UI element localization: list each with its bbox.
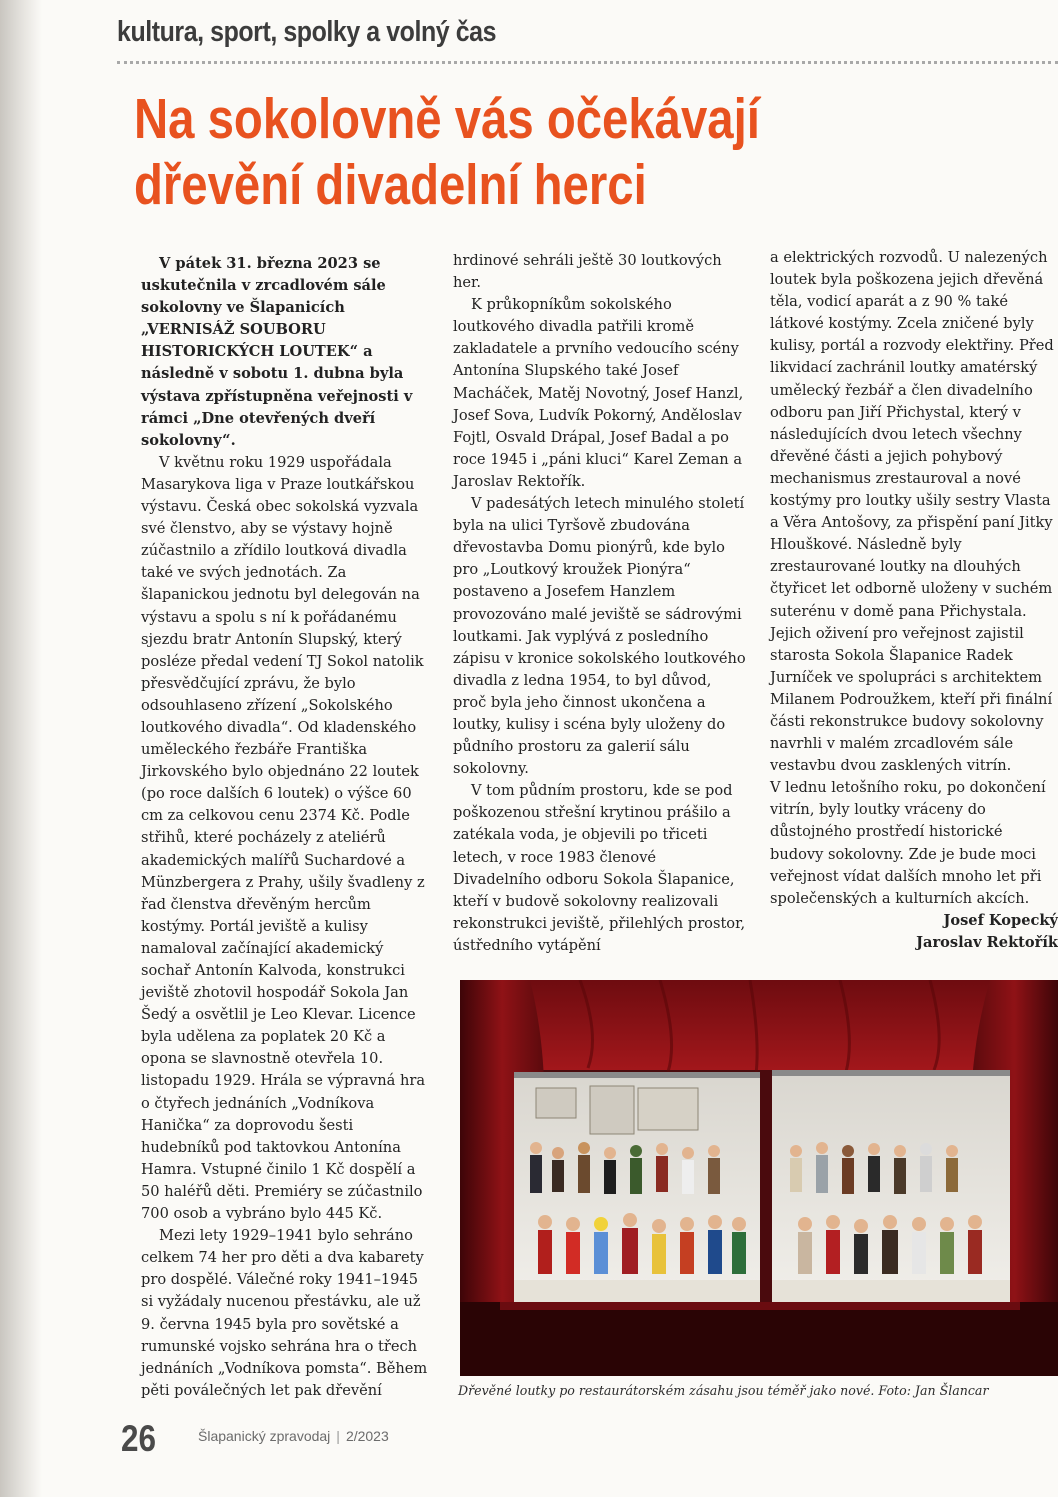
paragraph: V tom půdním prostoru, kde se pod poškozenou střešní krytinou prášilo a zatékala voda, je objevili po třiceti letech, v roce 1983 členové Divadelního odboru Sokola Šlapanice, kteří v budově sokolovny realizovali rekonstrukci jeviště, přilehlých prostor, ústředního vytápění bbox=[453, 782, 746, 954]
paragraph: V lednu letošního roku, po dokončení vitrín, byly loutky vráceny do důstojného prostředí historické budovy sokolovny. Zde je bude moci veřejnost vídat dalších mnoho let při společenských a kulturních akcích. bbox=[770, 779, 1046, 907]
publication-name: Šlapanický zpravodaj bbox=[198, 1428, 331, 1444]
headline-line-2: dřevění divadelní herci bbox=[134, 153, 647, 217]
paragraph: V květnu roku 1929 uspořádala Masarykova liga v Praze loutkářskou výstavu. Česká obec sokolská vyzvala své členstvo, aby se výstavy hojně zúčastnilo a zřídilo loutková divadla také ve svých jednotách. Za šlapanickou jednotu byl delegován na výstavu a spolu s ní k pořádanému sjezdu bratr Antonín Slupský, který posléze předal vedení TJ Sokol natolik přesvědčující zprávu, že bylo odsouhlaseno zřízení „Sokolského loutkového divadla“. Od kladenského uměleckého řezbáře Františka Jirkovského bylo objednáno 22 loutek (po roce dalších 6 loutek) o výšce 60 cm za celkovou cenu 2374 Kč. Podle střihů, které pocházely z ateliérů akademických malířů Suchardové a Münzbergera z Prahy, ušily švadleny z řad členstva dřevěným hercům kostýmy. Portál jeviště a kulisy namaloval začínající akademický sochař Antonín Kalvoda, konstrukci jeviště zhotovil hospodář Sokola Jan Šedý a osvětlil je Leo Klevar. Licence byla udělena za poplatek 20 Kč a opona se slavnostně otevřela 10. listopadu 1929. Hrála se výpravná hra o čtyřech jednáních „Vodníkova Hanička“ za doprovodu šesti hudebníků pod taktovkou Antonína Hamra. Vstupné činilo 1 Kč dospělí a 50 haléřů děti. Premiéry se zúčastnilo 700 osob a vybráno bylo 445 Kč. bbox=[141, 453, 426, 1223]
lead-paragraph: V pátek 31. března 2023 se uskutečnila v zrcadlovém sále sokolovny ve Šlapanicích „VERNISÁŽ SOUBORU HISTORICKÝCH LOUTEK“ a následně v sobotu 1. dubna byla výstava zpřístupněna veřejnosti v rámci „Dne otevřených dveří sokolovny“. bbox=[141, 255, 413, 449]
article-headline bbox=[134, 86, 760, 218]
page-edge-shadow bbox=[0, 0, 42, 1497]
puppet-display-photo bbox=[460, 980, 1058, 1376]
paragraph: K průkopníkům sokolského loutkového divadla patřili kromě zakladatele a prvního vedoucího scény Antonína Slupského také Josef Macháček, Matěj Novotný, Josef Hanzl, Josef Sova, Ludvík Pokorný, Anděloslav Fojtl, Osvald Drápal, Josef Badal a po roce 1945 i „páni kluci“ Karel Zeman a Jaroslav Rektořík. bbox=[453, 296, 744, 490]
article-column-2 bbox=[453, 250, 746, 957]
author-name: Jaroslav Rektořík bbox=[916, 933, 1058, 951]
paragraph: Mezi lety 1929–1941 bylo sehráno celkem 74 her pro děti a dva kabarety pro dospělé. Válečné roky 1941–1945 si vyžádaly nucenou přestávku, ale už 9. června 1945 byla pro sovětské a rumunské vojsko sehrána hra o třech jednáních „Vodníkova pomsta“. Během pěti poválečných let pak dřevění bbox=[141, 1227, 428, 1399]
footer-separator: | bbox=[336, 1428, 340, 1444]
dotted-divider bbox=[117, 61, 1058, 64]
headline-line-1: Na sokolovně vás očekávají bbox=[134, 87, 760, 151]
photo-caption: Dřevěné loutky po restaurátorském zásahu jsou téměř jako nové. Foto: Jan Šlancar bbox=[458, 1383, 989, 1398]
page-number: 26 bbox=[121, 1418, 156, 1459]
paragraph: hrdinové sehráli ještě 30 loutkových her. bbox=[453, 252, 722, 292]
article-column-3 bbox=[770, 247, 1058, 954]
section-title: kultura, sport, spolky a volný čas bbox=[117, 16, 497, 48]
article-column-1 bbox=[141, 253, 429, 1402]
photo-illustration bbox=[460, 980, 1058, 1376]
paragraph: V padesátých letech minulého století byla na ulici Tyršově zbudována dřevostavba Domu pionýrů, kde bylo pro „Loutkový kroužek Pionýra“ postaveno a Josefem Hanzlem provozováno malé jeviště se sádrovými loutkami. Jak vyplývá z posledního zápisu v kronice sokolského loutkového divadla z ledna 1954, to byl důvod, proč byla jeho činnost ukončena a loutky, kulisy i scéna byly uloženy do půdního prostoru za galerií sálu sokolovny. bbox=[453, 495, 746, 778]
issue-number: 2/2023 bbox=[345, 1428, 389, 1444]
footer bbox=[198, 1428, 389, 1444]
paragraph: a elektrických rozvodů. U nalezených loutek byla poškozena jejich dřevěná těla, vodicí aparát a z 90 % také látkové kostýmy. Zcela zničené byly kulisy, portál a rozvody elektřiny. Před likvidací zachránil loutky amatérský umělecký řezbář a člen divadelního odboru pan Jiří Přichystal, který v následujících dvou letech všechny dřevěné části a jejich pohybový mechanismus zrestauroval a nové kostýmy pro loutky ušily sestry Vlasta a Věra Antošovy, za přispění paní Jitky Hlouškové. Následně byly zrestaurované loutky na dlouhých čtyřicet let odborně uloženy v suchém suterénu v domě pana Přichystala. Jejich oživení pro veřejnost zajistil starosta Sokola Šlapanice Radek Jurníček ve spolupráci s architektem Milanem Podroužkem, kteří při finální části rekonstrukce budovy sokolovny navrhli v malém zrcadlovém sále vestavbu dvou zasklených vitrín. bbox=[770, 249, 1054, 775]
author-name: Josef Kopecký bbox=[943, 911, 1058, 929]
